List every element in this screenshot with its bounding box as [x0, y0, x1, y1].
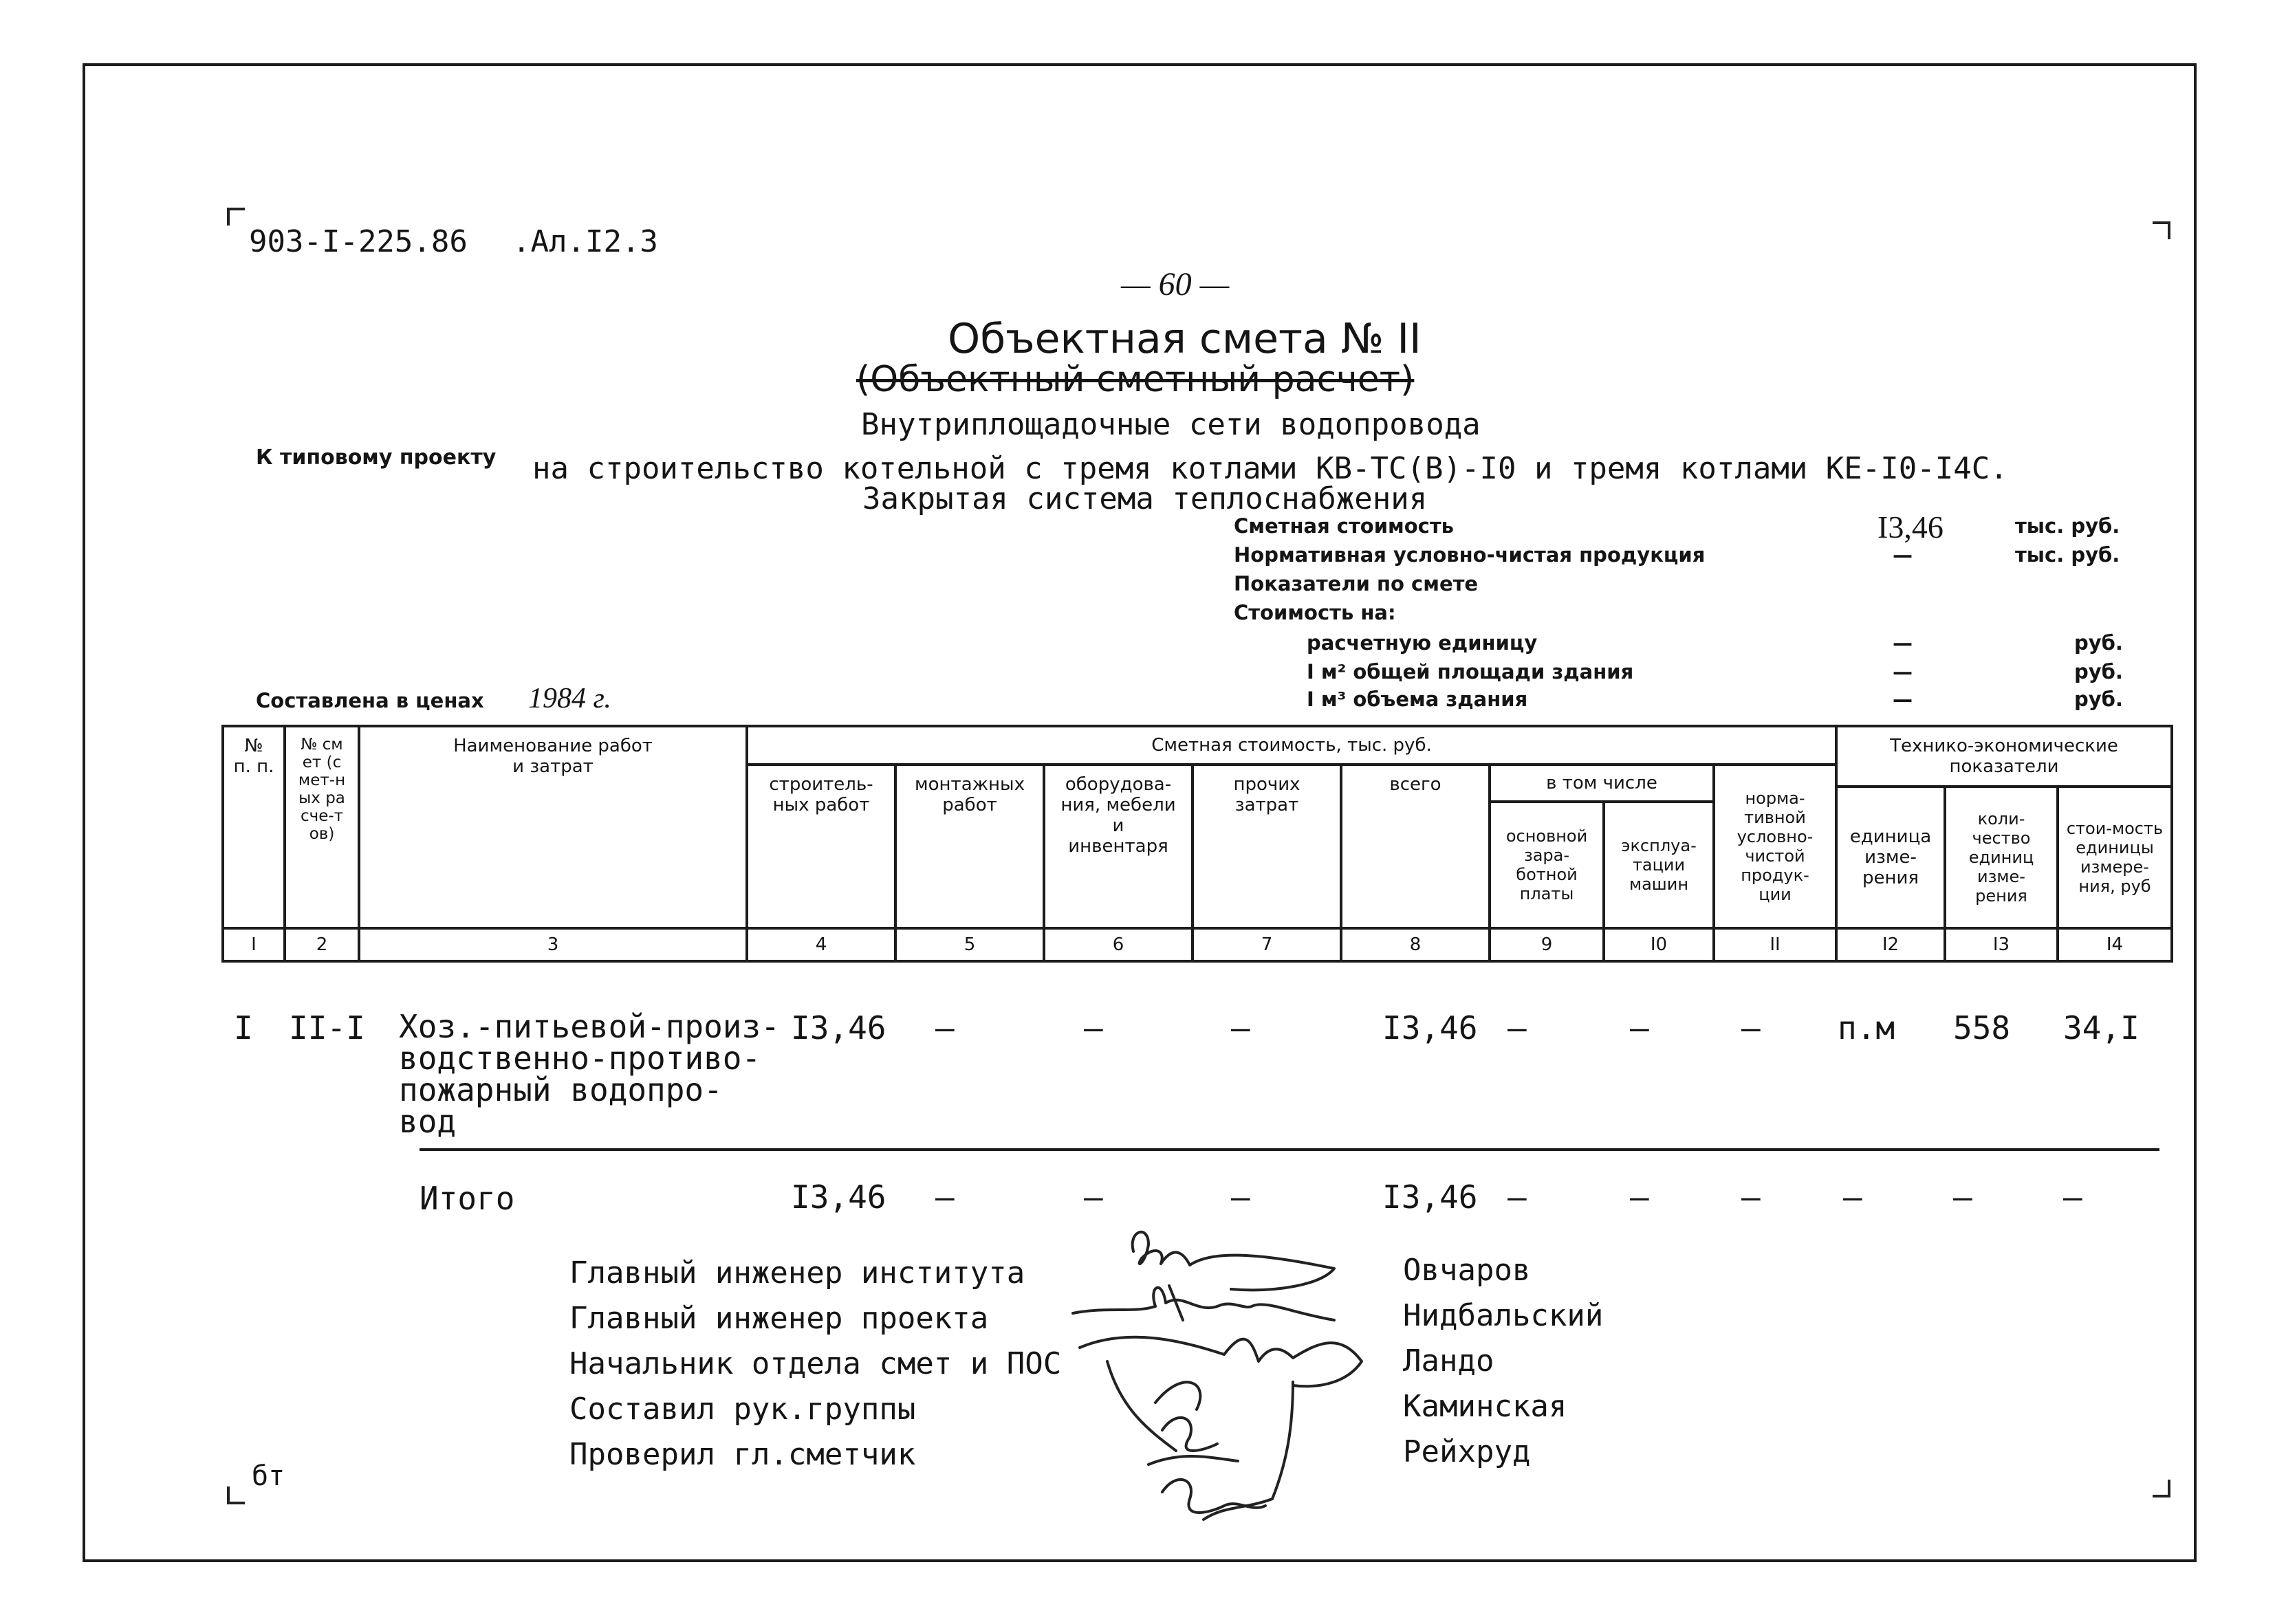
subtitle-struck-text: (Объектный сметный расчет)	[856, 359, 1415, 400]
totals-total: I3,46	[1382, 1178, 1478, 1216]
norm-unit: тыс. руб.	[2015, 543, 2120, 567]
totals-unit-cost: —	[2063, 1178, 2082, 1216]
col-header-quantity	[1944, 785, 2059, 930]
col-header-estimate	[283, 725, 360, 930]
handwritten-signatures	[1045, 1203, 1403, 1561]
col-header-group-tech	[1835, 725, 2173, 788]
cost-label: Сметная стоимость	[1234, 514, 1454, 538]
totals-construction: I3,46	[791, 1178, 886, 1216]
signature-scribble-2	[1073, 1286, 1334, 1320]
indicators-label: Показатели по смете	[1234, 572, 1479, 595]
col-header-other-label: прочих затрат	[1233, 774, 1300, 815]
col-header-installation-label: монтажных работ	[915, 774, 1025, 815]
signature-name-5: Рейхруд	[1403, 1434, 1531, 1469]
col-header-construction-label: строитель-ных работ	[769, 774, 873, 815]
row-total: I3,46	[1382, 1009, 1478, 1046]
col-number-3: 3	[358, 927, 748, 963]
row-name-line-3: пожарный водопро-	[399, 1071, 723, 1108]
subtitle-struck	[856, 359, 1414, 400]
col-header-norm	[1712, 763, 1838, 930]
col-number-12: I2	[1835, 927, 1946, 963]
corner-mark-bottom-right	[2153, 1480, 2170, 1497]
page-title: Объектная смета № II	[948, 315, 1422, 363]
col-header-unit-cost-label: стои-мость единицы измере-ния, руб	[2066, 819, 2164, 896]
prices-year: 1984 г.	[528, 683, 611, 714]
signature-name-1: Овчаров	[1403, 1253, 1531, 1288]
signature-name-2: Нидбальский	[1403, 1298, 1604, 1333]
signature-scribble-5	[1162, 1382, 1293, 1519]
col-header-group-incl-label: в том числе	[1546, 773, 1657, 793]
prices-label: Составлена в ценах	[256, 689, 484, 712]
col-number-8: 8	[1340, 927, 1491, 963]
row-construction: I3,46	[791, 1009, 886, 1046]
per-area-value: —	[1893, 660, 1913, 683]
col-header-unit	[1835, 785, 1946, 930]
row-other: —	[1231, 1009, 1250, 1046]
totals-machines: —	[1630, 1178, 1649, 1216]
totals-wages: —	[1507, 1178, 1527, 1216]
signature-scribble-4	[1107, 1361, 1238, 1464]
project-text: на строительство котельной с тремя котлами КВ-ТС(В)-I0 и тремя котлами КЕ-I0-I4С.	[532, 451, 2008, 486]
col-header-total-label: всего	[1389, 774, 1441, 795]
corner-mark-top-right	[2153, 221, 2170, 239]
col-number-4: 4	[745, 927, 897, 963]
row-machines: —	[1630, 1009, 1649, 1046]
signature-role-3: Начальник отдела смет и ПОС	[569, 1346, 1062, 1381]
col-header-installation	[894, 763, 1045, 930]
row-name-line-1: Хоз.-питьевой-произ-	[399, 1008, 780, 1045]
col-header-total	[1340, 763, 1491, 930]
col-header-group-incl	[1488, 763, 1715, 803]
row-wages: —	[1507, 1009, 1527, 1046]
norm-value: —	[1893, 543, 1913, 567]
row-name-line-4: вод	[399, 1103, 457, 1140]
col-header-machines	[1602, 800, 1715, 930]
row-num: I	[234, 1009, 253, 1046]
col-number-9: 9	[1488, 927, 1605, 963]
totals-other: —	[1231, 1178, 1250, 1216]
col-header-equipment-label: оборудова-ния, мебели и инвентаря	[1060, 774, 1176, 857]
row-unit-cost: 34,I	[2063, 1009, 2140, 1046]
col-header-group-tech-label: Технико-экономические показатели	[1890, 736, 2118, 777]
corner-mark-top-left	[227, 208, 245, 226]
signature-name-3: Ландо	[1403, 1343, 1494, 1379]
col-header-unit-cost	[2056, 785, 2173, 930]
col-header-construction	[745, 763, 897, 930]
col-header-group-cost-label: Сметная стоимость, тыс. руб.	[1151, 735, 1432, 756]
project-label: К типовому проекту	[256, 446, 497, 470]
totals-equipment: —	[1084, 1178, 1103, 1216]
col-header-quantity-label: коли-чество единиц изме-рения	[1968, 809, 2034, 906]
totals-divider	[420, 1148, 2159, 1151]
per-volume-label: I м³ объема здания	[1307, 688, 1528, 711]
row-quantity: 558	[1953, 1009, 2011, 1046]
col-header-equipment	[1043, 763, 1194, 930]
totals-installation: —	[935, 1178, 955, 1216]
totals-quantity: —	[1953, 1178, 1972, 1216]
cost-on-label: Стоимость на:	[1234, 601, 1396, 624]
row-estimate: II-I	[289, 1009, 365, 1046]
per-area-label: I м² общей площади здания	[1307, 660, 1634, 683]
system-title: Закрытая система теплоснабжения	[862, 481, 1428, 516]
col-header-estimate-label: № смет (смет-ных расче-тов)	[298, 736, 346, 843]
col-number-10: I0	[1602, 927, 1715, 963]
col-number-13: I3	[1944, 927, 2059, 963]
signature-scribble-1	[1133, 1232, 1334, 1290]
signature-name-4: Каминская	[1403, 1389, 1567, 1424]
row-unit: п.м	[1838, 1009, 1895, 1046]
col-header-name	[358, 725, 748, 930]
col-number-1: I	[221, 927, 286, 963]
corner-mark-bottom-left	[227, 1486, 245, 1504]
per-volume-value: —	[1893, 688, 1913, 711]
col-header-name-label: Наименование работ и затрат	[453, 736, 653, 777]
album-ref: .Ал.I2.3	[512, 224, 658, 259]
footer-mark: бт	[252, 1460, 285, 1492]
col-header-wages	[1488, 800, 1605, 930]
per-unit-label: расчетную единицу	[1307, 631, 1538, 655]
per-area-unit: руб.	[2074, 660, 2123, 683]
col-number-5: 5	[894, 927, 1045, 963]
row-norm: —	[1741, 1009, 1761, 1046]
doc-code: 903-I-225.86	[249, 224, 468, 259]
col-header-norm-label: норма-тивной условно-чистой продук-ции	[1737, 789, 1814, 904]
col-header-num-label: № п. п.	[233, 736, 274, 777]
signature-role-4: Составил рук.группы	[569, 1392, 916, 1427]
col-header-group-cost	[745, 725, 1838, 766]
cost-unit: тыс. руб.	[2015, 514, 2120, 538]
row-name-line-2: водственно-противо-	[399, 1040, 761, 1077]
per-unit-value: —	[1893, 631, 1913, 655]
col-header-machines-label: эксплуа-тации машин	[1621, 836, 1697, 894]
col-number-2: 2	[283, 927, 360, 963]
col-header-num	[221, 725, 286, 930]
network-title: Внутриплощадочные сети водопровода	[861, 407, 1481, 442]
row-installation: —	[935, 1009, 955, 1046]
norm-label: Нормативная условно-чистая продукция	[1234, 543, 1706, 567]
signature-role-2: Главный инженер проекта	[569, 1301, 989, 1336]
cost-value: I3,46	[1877, 509, 1944, 545]
per-unit-unit: руб.	[2074, 631, 2123, 655]
totals-unit: —	[1843, 1178, 1862, 1216]
signature-role-1: Главный инженер института	[569, 1255, 1025, 1291]
totals-label: Итого	[420, 1180, 515, 1217]
col-header-other	[1191, 763, 1342, 930]
col-header-wages-label: основной зара-ботной платы	[1505, 826, 1588, 903]
col-number-11: II	[1712, 927, 1838, 963]
col-number-14: I4	[2056, 927, 2173, 963]
signature-role-5: Проверил гл.сметчик	[569, 1437, 916, 1472]
page-number: — 60 —	[1121, 266, 1230, 303]
per-volume-unit: руб.	[2074, 688, 2123, 711]
col-number-6: 6	[1043, 927, 1194, 963]
col-number-7: 7	[1191, 927, 1342, 963]
col-header-unit-label: единица изме-рения	[1849, 826, 1932, 888]
totals-norm: —	[1741, 1178, 1761, 1216]
row-equipment: —	[1084, 1009, 1103, 1046]
